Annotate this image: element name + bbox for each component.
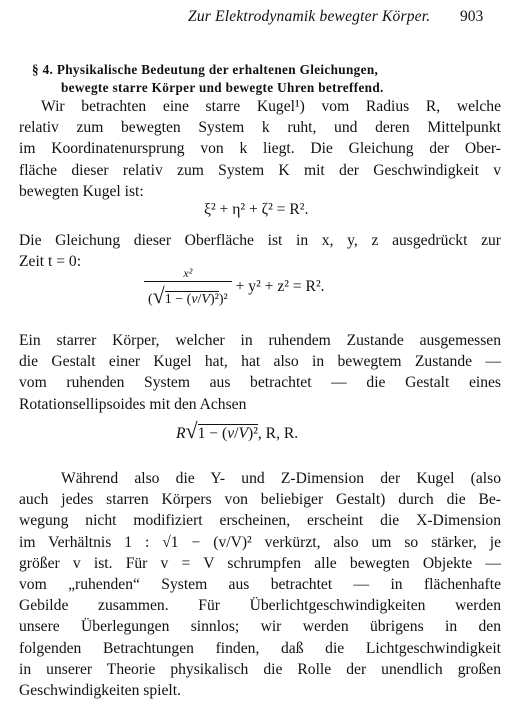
paragraph-line: unsere Überlegungen sinnlos; wir werden übrigens in den <box>19 618 501 636</box>
paragraph-4 <box>19 468 501 701</box>
paragraph-line: Wir betrachten eine starre Kugel¹) vom Radius R, welche <box>41 98 501 115</box>
paragraph-line: die Gestalt einer Kugel hat, hat also in bewegtem Zustande — <box>19 353 501 371</box>
page-number: 903 <box>460 8 484 25</box>
paragraph-line: vom „ruhenden“ System aus betrachtet — in flächenhafte <box>19 576 501 594</box>
formula-axes <box>176 418 298 444</box>
paragraph-line: auch jedes starren Körpers von beliebiger Gestalt) durch die Be- <box>19 491 501 509</box>
sqrt-symbol: √ <box>152 283 165 308</box>
section-heading-line1: Physikalische Bedeutung der erhaltenen Gleichungen, <box>56 62 379 77</box>
paragraph-line: in unserer Theorie physikalisch die Rolle der unendlich großen <box>19 660 501 678</box>
section-number: § 4. <box>32 62 54 77</box>
fraction <box>144 266 232 309</box>
running-title: Zur Elektrodynamik bewegter Körper. <box>188 8 431 25</box>
paragraph-line: wegung nicht modifiziert erscheinen, erscheint die X-Dimension <box>19 512 501 530</box>
running-head <box>0 6 518 30</box>
paragraph-line: vom ruhenden System aus betrachtet — die Gestalt eines <box>19 374 501 392</box>
formula-prefix: R <box>176 425 186 442</box>
paragraph-3 <box>19 330 501 415</box>
formula-sphere-moving: ξ² + η² + ζ² = R². <box>204 201 309 218</box>
section-heading <box>32 61 502 97</box>
formula-suffix: , R, R. <box>257 425 299 442</box>
fraction-numerator: x² <box>183 266 193 280</box>
paragraph-line: Die Gleichung dieser Oberfläche ist in x, y, z ausgedrückt zur <box>19 232 501 249</box>
paragraph-line: fläche dieser relativ zum System K mit der Geschwindigkeit v <box>19 161 501 179</box>
paragraph-line: Zeit t = 0: <box>19 253 82 271</box>
paragraph-line: Ein starrer Körper, welcher in ruhendem Zustande ausgemessen <box>19 332 501 349</box>
paragraph-line: Gebilde zusammen. Für Überlichtgeschwindigkeiten werden <box>19 597 501 615</box>
paragraph-line: folgenden Betrachtungen finden, daß die Lichtgeschwindigkeit <box>19 639 501 657</box>
paragraph-line: Rotationsellipsoides mit den Achsen <box>19 395 247 413</box>
formula-rest: + y² + z² = R². <box>235 278 325 296</box>
formula-ellipsoid <box>144 266 325 309</box>
paragraph-line: im Verhältnis 1 : √1 − (v/V)² verkürzt, also um so stärker, je <box>19 533 501 551</box>
paragraph-line: bewegten Kugel ist: <box>19 182 144 200</box>
paragraph-line: relativ zum bewegten System k ruht, und deren Mittelpunkt <box>19 119 501 137</box>
paragraph-line: Geschwindigkeiten spielt. <box>19 682 181 700</box>
paragraph-1 <box>19 96 501 202</box>
paragraph-line: im Koordinatenursprung von k liegt. Die Gleichung der Ober- <box>19 140 501 158</box>
radicand: 1 − (v/V)² <box>197 425 258 442</box>
section-heading-line2: bewegte starre Körper und bewegte Uhren betreffend. <box>61 80 384 95</box>
sqrt-symbol: √ <box>185 418 198 443</box>
fraction-denominator: (√1 − (v/V)²)² <box>144 281 232 309</box>
paragraph-line: größer v ist. Für v = V schrumpfen alle bewegten Objekte — <box>19 554 501 572</box>
paragraph-line: Während also die Y- und Z-Dimension der Kugel (also <box>61 470 501 487</box>
